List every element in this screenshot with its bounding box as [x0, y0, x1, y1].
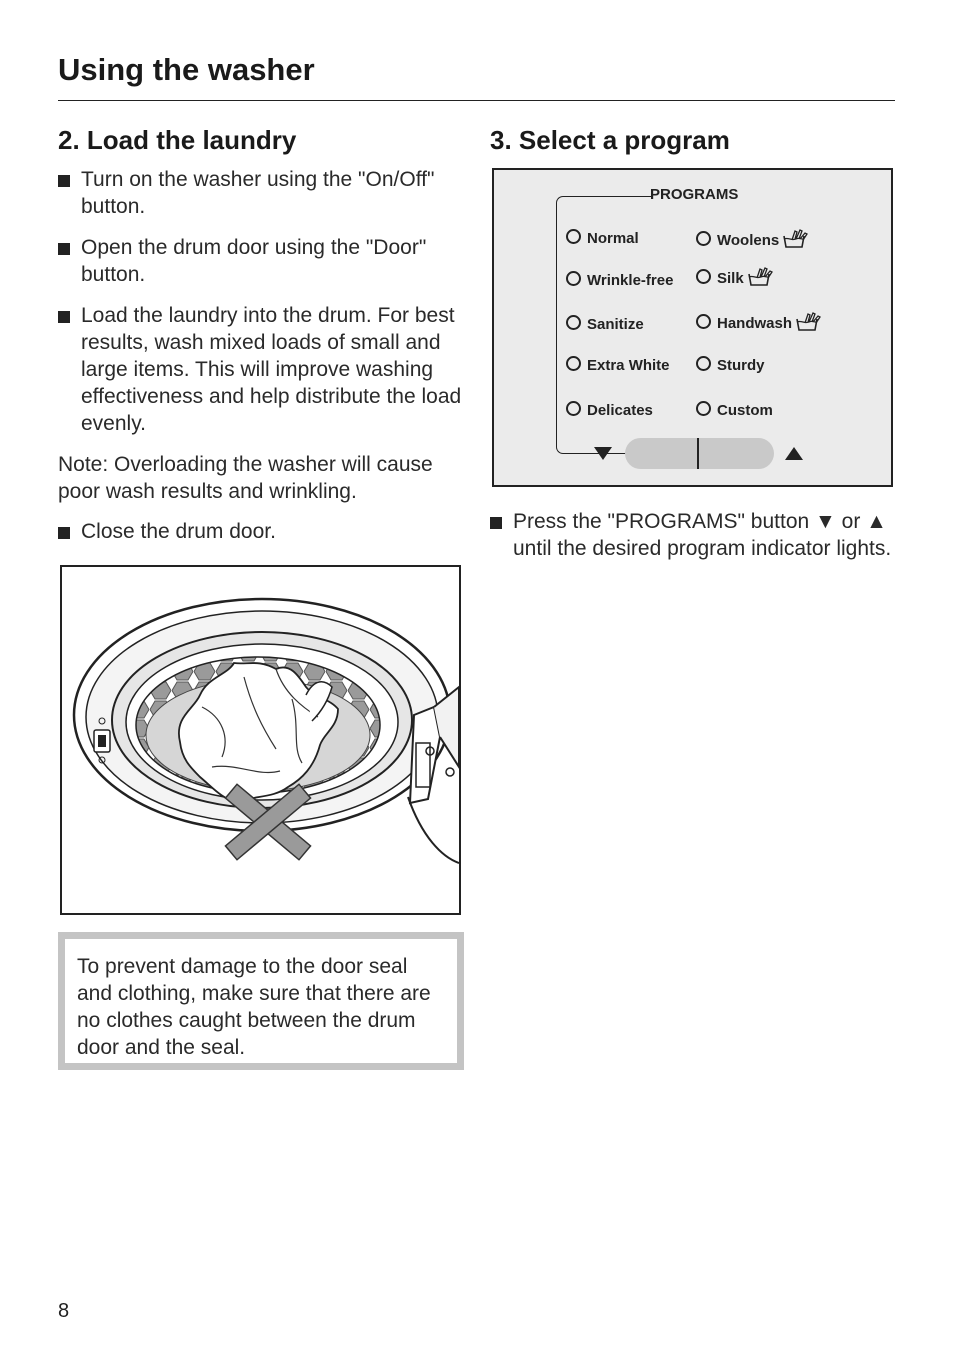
- indicator-light-icon: [696, 356, 711, 371]
- program-selector-slider[interactable]: [625, 438, 774, 469]
- list-item-text: Press the "PROGRAMS" button ▼ or ▲ until the desired program indicator lights.: [513, 510, 892, 560]
- program-up-arrow-icon[interactable]: [785, 447, 803, 460]
- program-label: Wrinkle-free: [587, 272, 674, 289]
- indicator-light-icon: [566, 401, 581, 416]
- select-program-section: [490, 125, 895, 166]
- indicator-light-icon: [696, 314, 711, 329]
- list-item: [58, 166, 468, 220]
- program-label: Sanitize: [587, 316, 644, 333]
- select-program-heading: 3. Select a program: [490, 125, 730, 155]
- handwash-symbol-icon: [747, 267, 773, 287]
- list-item-text: Open the drum door using the "Door" button.: [81, 236, 427, 286]
- page-title: Using the washer: [58, 52, 315, 87]
- program-delicates[interactable]: [566, 401, 653, 419]
- close-door-list: [58, 518, 468, 545]
- warning-box: To prevent damage to the door seal and clothing, make sure that there are no clothes caught between the drum door and the seal.: [58, 932, 464, 1070]
- program-custom[interactable]: [696, 401, 773, 419]
- indicator-light-icon: [566, 271, 581, 286]
- bullet-square-icon: [58, 175, 70, 187]
- program-silk[interactable]: [696, 267, 773, 287]
- program-label: Normal: [587, 230, 639, 247]
- program-instructions: [490, 508, 895, 576]
- indicator-light-icon: [566, 315, 581, 330]
- program-label: Silk: [717, 270, 744, 287]
- program-wrinkle-free[interactable]: [566, 271, 673, 289]
- program-label: Sturdy: [717, 357, 765, 374]
- bullet-square-icon: [58, 527, 70, 539]
- program-normal[interactable]: [566, 229, 639, 247]
- program-down-arrow-icon[interactable]: [594, 447, 612, 460]
- program-woolens[interactable]: [696, 229, 808, 249]
- indicator-light-icon: [696, 401, 711, 416]
- load-steps-list: [58, 166, 468, 437]
- list-item: [490, 508, 895, 562]
- list-item: [58, 234, 468, 288]
- load-laundry-heading: 2. Load the laundry: [58, 125, 297, 155]
- drum-door-illustration: [60, 565, 461, 915]
- page-number: 8: [58, 1300, 70, 1322]
- bullet-square-icon: [58, 243, 70, 255]
- indicator-light-icon: [566, 229, 581, 244]
- program-handwash[interactable]: [696, 312, 821, 332]
- slider-center-mark: [697, 438, 699, 469]
- handwash-symbol-icon: [795, 312, 821, 332]
- indicator-light-icon: [696, 269, 711, 284]
- load-laundry-section: [58, 125, 468, 559]
- indicator-light-icon: [696, 231, 711, 246]
- program-sturdy[interactable]: [696, 356, 765, 374]
- bullet-square-icon: [58, 311, 70, 323]
- list-item-text: Load the laundry into the drum. For best results, wash mixed loads of small and large items. This will improve washing effectiveness and help distribute the load evenly.: [81, 304, 462, 435]
- list-item-text: Turn on the washer using the "On/Off" button.: [81, 168, 435, 218]
- program-label: Delicates: [587, 402, 653, 419]
- program-label: Woolens: [717, 232, 780, 249]
- list-item-text: Close the drum door.: [81, 520, 276, 543]
- list-item: [58, 518, 468, 545]
- washer-drum-drawing: [62, 567, 459, 913]
- program-steps-list: [490, 508, 895, 562]
- bullet-square-icon: [490, 517, 502, 529]
- overload-note: Note: Overloading the washer will cause poor wash results and wrinkling.: [58, 453, 433, 503]
- program-control-panel: [492, 168, 893, 487]
- program-label: Handwash: [717, 315, 793, 332]
- indicator-light-icon: [566, 356, 581, 371]
- program-sanitize[interactable]: [566, 315, 644, 333]
- header-divider: [58, 100, 895, 101]
- program-extra-white[interactable]: [566, 356, 670, 374]
- program-label: Extra White: [587, 357, 670, 374]
- list-item: [58, 302, 468, 437]
- programs-panel-title: PROGRAMS: [650, 186, 739, 203]
- handwash-symbol-icon: [782, 229, 808, 249]
- program-label: Custom: [717, 402, 773, 419]
